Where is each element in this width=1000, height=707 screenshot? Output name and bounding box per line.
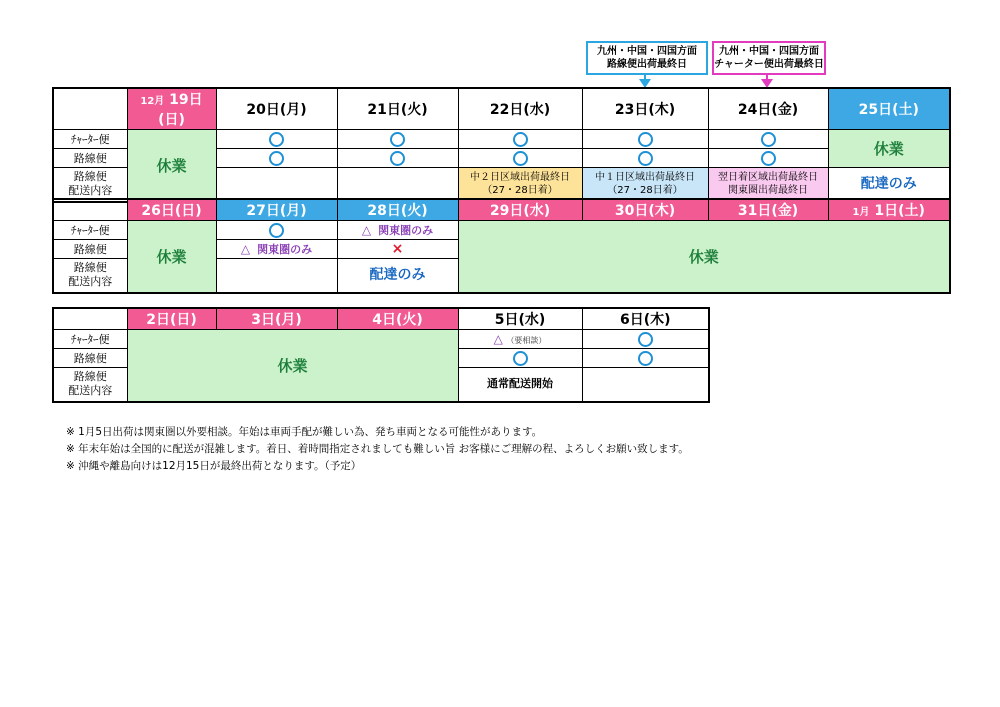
note-line2: 関東圏出荷最終日 — [728, 185, 808, 197]
content-6 — [582, 368, 709, 402]
callout-blue-line2: 路線便出荷最終日 — [607, 59, 687, 70]
delivery-only-label: 配達のみ — [860, 175, 917, 192]
label-line1: 路線便 — [73, 261, 107, 275]
day-header-29: 29日(水) — [458, 199, 582, 221]
day-header-25: 25日(土) — [828, 88, 950, 130]
route-23 — [582, 149, 708, 168]
callout-blue-line1: 九州・中国・四国方面 — [597, 46, 697, 57]
label-line2: 配送内容 — [68, 275, 113, 289]
closed-cell-25 — [828, 130, 950, 168]
row-label-content — [53, 368, 127, 402]
day-header-22: 22日(水) — [458, 88, 582, 130]
normal-delivery-start: 通常配送開始 — [487, 377, 553, 391]
charter-24 — [708, 130, 828, 149]
note-line2: （27・28日着） — [607, 185, 683, 197]
content-25 — [828, 168, 950, 202]
note-line1: 中１日区域出荷最終日 — [595, 172, 695, 184]
label-line2: 配送内容 — [68, 184, 113, 198]
note-1: ※ 1月5日出荷は関東圏以外要相談。年始は車両手配が難しい為、発ち車両となる可能性があります。 — [66, 426, 543, 438]
triangle-icon: △ — [493, 332, 503, 346]
charter-27 — [216, 221, 337, 240]
row-label-charter: ﾁｬｰﾀｰ便 — [53, 330, 127, 349]
label-line1: 路線便 — [73, 370, 107, 384]
row-label-content — [53, 259, 127, 293]
row-label-route: 路線便 — [53, 349, 127, 368]
day-header-4: 4日(火) — [337, 308, 458, 330]
label-line2: 配送内容 — [68, 384, 113, 398]
charter-22 — [458, 130, 582, 149]
day-header-26: 26日(日) — [127, 199, 216, 221]
content-5 — [458, 368, 582, 402]
month-label: 12月 — [140, 96, 165, 107]
closed-label: 休業 — [156, 247, 187, 266]
header-corner — [53, 88, 127, 130]
content-28 — [337, 259, 458, 293]
closed-cell — [127, 221, 216, 293]
circle-icon — [269, 223, 284, 238]
closed-label: 休業 — [873, 140, 904, 158]
row-label-charter: ﾁｬｰﾀｰ便 — [53, 130, 127, 149]
route-22 — [458, 149, 582, 168]
kanto-only-label: 関東圏のみ — [257, 243, 313, 256]
day-label: 1日(土) — [874, 203, 925, 219]
note-line2: （27・28日着） — [482, 185, 558, 197]
callout-pink-line2: チャーター便出荷最終日 — [714, 59, 824, 70]
content-23 — [582, 168, 708, 202]
day-header-21: 21日(火) — [337, 88, 458, 130]
month-label: 1月 — [852, 207, 870, 218]
row-label-route: 路線便 — [53, 240, 127, 259]
triangle-icon: △ — [240, 242, 251, 256]
charter-20 — [216, 130, 337, 149]
consult-note: （要相談） — [506, 336, 547, 345]
circle-icon — [513, 132, 528, 147]
charter-23 — [582, 130, 708, 149]
note-3: ※ 沖縄や離島向けは12月15日が最終出荷となります。（予定） — [66, 460, 362, 472]
callout-charter-last-day — [712, 41, 826, 75]
closed-label: 休業 — [156, 156, 187, 175]
calendar-week-2 — [52, 198, 951, 294]
route-5 — [458, 349, 582, 368]
content-20 — [216, 168, 337, 202]
charter-21 — [337, 130, 458, 149]
callout-pink-line1: 九州・中国・四国方面 — [719, 46, 819, 57]
circle-icon — [390, 132, 405, 147]
day-header-5: 5日(水) — [458, 308, 582, 330]
day-header-1 — [828, 199, 950, 221]
day-header-6: 6日(木) — [582, 308, 709, 330]
row-label-charter: ﾁｬｰﾀｰ便 — [53, 221, 127, 240]
closed-label: 休業 — [688, 247, 719, 266]
circle-icon — [638, 351, 653, 366]
circle-icon — [638, 132, 653, 147]
day-label: 19日(日) — [158, 92, 203, 128]
day-header-28: 28日(火) — [337, 199, 458, 221]
row-label-content — [53, 168, 127, 202]
circle-icon — [638, 151, 653, 166]
circle-icon — [761, 151, 776, 166]
day-header-19 — [127, 88, 216, 130]
route-6 — [582, 349, 709, 368]
label-line1: 路線便 — [73, 170, 107, 184]
note-2: ※ 年末年始は全国的に配送が混雑します。着日、着時間指定されましても難しい旨 お客様にご理解の程、よろしくお願い致します。 — [66, 443, 689, 455]
charter-6 — [582, 330, 709, 349]
day-header-24: 24日(金) — [708, 88, 828, 130]
day-header-30: 30日(木) — [582, 199, 708, 221]
content-21 — [337, 168, 458, 202]
charter-28 — [337, 221, 458, 240]
callout-route-last-day — [586, 41, 708, 75]
circle-icon — [513, 351, 528, 366]
closed-cell — [127, 330, 458, 402]
calendar-week-1 — [52, 87, 951, 203]
triangle-icon: △ — [361, 223, 372, 237]
note-line1: 翌日着区域出荷最終日 — [718, 172, 818, 184]
content-27 — [216, 259, 337, 293]
kanto-only-label: 関東圏のみ — [378, 224, 434, 237]
circle-icon — [761, 132, 776, 147]
closed-cell-long — [458, 221, 950, 293]
row-label-route: 路線便 — [53, 149, 127, 168]
closed-cell — [127, 130, 216, 202]
route-28 — [337, 240, 458, 259]
delivery-only-label: 配達のみ — [369, 266, 426, 283]
route-24 — [708, 149, 828, 168]
route-20 — [216, 149, 337, 168]
day-header-31: 31日(金) — [708, 199, 828, 221]
notes — [66, 424, 689, 475]
content-22 — [458, 168, 582, 202]
cross-icon: × — [391, 241, 404, 257]
circle-icon — [638, 332, 653, 347]
day-header-27: 27日(月) — [216, 199, 337, 221]
day-header-2: 2日(日) — [127, 308, 216, 330]
charter-5 — [458, 330, 582, 349]
header-corner — [53, 308, 127, 330]
day-header-20: 20日(月) — [216, 88, 337, 130]
route-27 — [216, 240, 337, 259]
circle-icon — [513, 151, 528, 166]
day-header-23: 23日(木) — [582, 88, 708, 130]
header-corner — [53, 199, 127, 221]
note-line1: 中２日区域出荷最終日 — [470, 172, 570, 184]
closed-label: 休業 — [277, 356, 308, 375]
circle-icon — [269, 132, 284, 147]
circle-icon — [269, 151, 284, 166]
day-header-3: 3日(月) — [216, 308, 337, 330]
calendar-week-3 — [52, 307, 710, 403]
circle-icon — [390, 151, 405, 166]
route-21 — [337, 149, 458, 168]
content-24 — [708, 168, 828, 202]
